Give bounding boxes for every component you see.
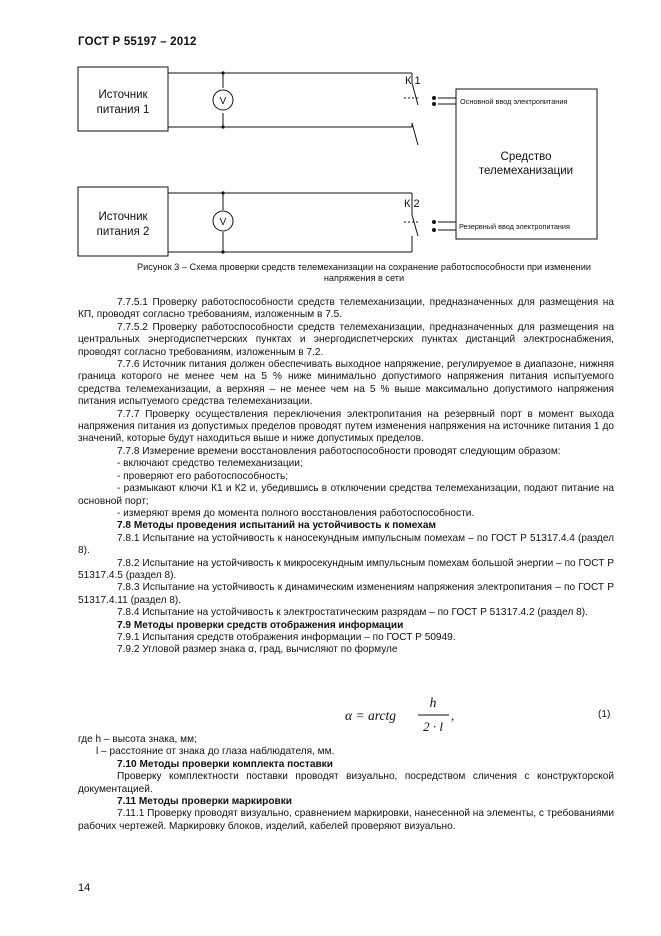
figure-caption-line1: Рисунок 3 – Схема проверки средств телемеханизации на сохранение работоспособности при изменении <box>136 262 592 272</box>
paragraph: Проверку комплектности поставки проводят визуально, посредством сличения с конструкторской документацией. <box>78 771 614 795</box>
paragraph: где h – высота знака, мм; <box>78 734 197 745</box>
voltmeter-2-label: V <box>219 217 227 228</box>
trailing-text <box>78 734 614 833</box>
figure-caption-line2: напряжения в сети <box>323 273 405 283</box>
reserve-input-label: Резервный ввод электропитания <box>459 222 570 231</box>
paragraph: 7.7.5.1 Проверку работоспособности средств телемеханизации, предназначенных для размещения на КП, проводят согласно требованиям, изложенным в 7.5. <box>78 297 614 321</box>
voltmeter-1-label: V <box>219 96 227 107</box>
section-heading: 7.11 Методы проверки маркировки <box>117 796 292 808</box>
paragraph: - включают средство телемеханизации; <box>117 458 303 470</box>
paragraph: 7.9.1 Испытания средств отображения информации – по ГОСТ Р 50949. <box>117 631 456 643</box>
power-source-1-label-line2: питания 1 <box>96 104 150 116</box>
paragraph: 7.9.2 Угловой размер знака α, град, вычисляют по формуле <box>117 644 398 656</box>
formula-numerator: h <box>429 695 437 710</box>
telemechanics-device-box <box>456 89 597 239</box>
paragraph: 7.8.2 Испытание на устойчивость к микросекундным импульсным помехам большой энергии – по ГОСТ Р 51317.4.5 (раздел 8). <box>78 557 614 581</box>
section-heading: 7.9 Методы проверки средств отображения информации <box>117 619 404 631</box>
power-source-2-label-line1: Источник <box>98 211 148 223</box>
main-text <box>78 297 614 657</box>
device-label-line1: Средство <box>500 151 552 163</box>
main-input-label: Основной ввод электропитания <box>460 97 568 106</box>
paragraph: - размыкают ключи К1 и К2 и, убедившись в отключении средства телемеханизации, подают питание на основной порт; <box>78 483 614 507</box>
device-label-line2: телемеханизации <box>478 165 574 177</box>
formula-tail: , <box>451 708 455 723</box>
paragraph: - проверяют его работоспособность; <box>117 470 289 482</box>
power-source-1-label-line1: Источник <box>98 89 148 101</box>
switch-2-label: К 2 <box>404 198 420 210</box>
paragraph: 7.8.3 Испытание на устойчивость к динамическим изменениям напряжения электропитания – по ГОСТ Р 51317.4.11 (раздел 8). <box>78 582 614 606</box>
paragraph: 7.7.7 Проверку осуществления переключения электропитания на резервный порт в момент выхода напряжения питания из допустимых пределов проводят путем изменения напряжения на источнике питания 1 до значений, которые будут находиться выше и ниже допустимых пределов. <box>78 408 614 445</box>
paragraph: 7.11.1 Проверку проводят визуально, сравнением маркировки, нанесенной на элементы, с требованиями рабочих чертежей. Маркировку блоков, изделий, кабелей проверяют визуально. <box>78 808 614 832</box>
paragraph: 7.7.5.2 Проверку работоспособности средств телемеханизации, предназначенных для размещения на центральных энергодиспетчерских пунктах и энергодиспетчерских пунктах дистанций электроснабжения, проводят согласно требованиям, изложенным в 7.2. <box>78 321 614 358</box>
power-source-2-label-line2: питания 2 <box>96 226 150 238</box>
formula-denominator: 2 · l <box>423 719 443 734</box>
paragraph: l – расстояние от знака до глаза наблюдателя, мм. <box>96 746 335 758</box>
paragraph: - измеряют время до момента полного восстановления работоспособности. <box>117 507 475 519</box>
section-heading: 7.8 Методы проведения испытаний на устойчивость к помехам <box>117 520 436 532</box>
formula <box>345 693 615 737</box>
paragraph: 7.8.1 Испытание на устойчивость к наносекундным импульсным помехам – по ГОСТ Р 51317.4.4 (раздел 8). <box>78 532 614 557</box>
page-number: 14 <box>78 882 91 894</box>
document-header: ГОСТ Р 55197 – 2012 <box>78 36 197 48</box>
paragraph: 7.7.6 Источник питания должен обеспечивать выходное напряжение, регулируемое в диапазоне, нижняя граница которого не менее чем на 5 % ниже минимально допустимого напряжения питания испытуемого средства телемеханизации, а верхняя – не менее чем на 5 % выше максимально допустимого напряжения питания испытуемого средства телемеханизации. <box>78 359 614 408</box>
paragraph: 7.8.4 Испытание на устойчивость к электростатическим разрядам – по ГОСТ Р 51317.4.2 (раздел 8). <box>117 607 588 619</box>
figure-caption <box>104 262 624 284</box>
section-heading: 7.10 Методы проверки комплекта поставки <box>117 758 333 770</box>
test-circuit-diagram <box>0 0 661 262</box>
paragraph: 7.7.8 Измерение времени восстановления работоспособности проводят следующим образом: <box>117 445 561 457</box>
formula-lhs: α = arctg <box>345 708 396 723</box>
switch-1-label: К 1 <box>405 75 421 87</box>
formula-number: (1) <box>598 709 611 720</box>
